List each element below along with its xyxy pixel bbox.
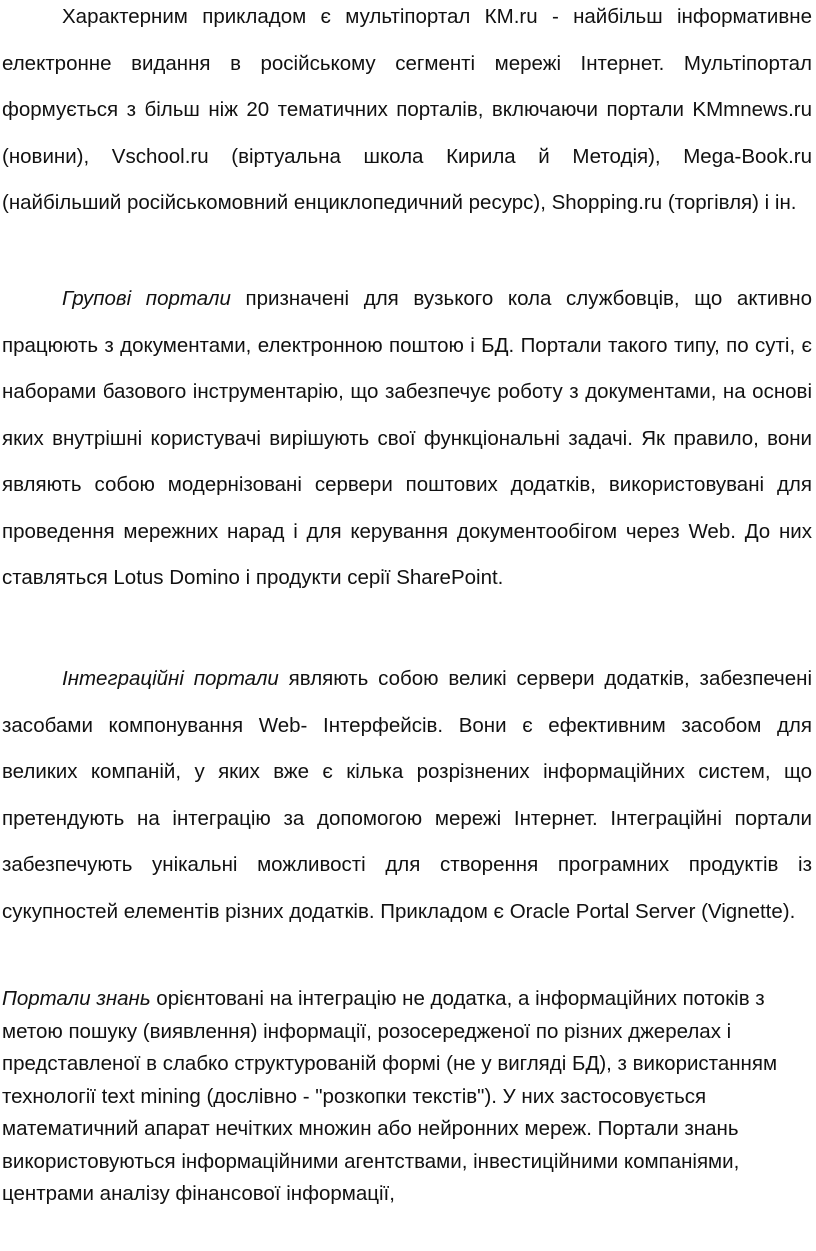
paragraph-text: Характерним прикладом є мультіпортал КМ.ru - найбільш інформативне електронне видання в російському сегменті мережі Інтернет. Мультіпортал формується з більш ніж 20 тематичних порталів, включаючи портали KMmnews.ru (новини), Vschool.ru (віртуальна школа Кирила й Методія), Mega-Book.ru (найбільший російськомовний енциклопедичний ресурс), Shopping.ru (торгівля) і ін. <box>2 5 812 214</box>
paragraph-text: являють собою великі сервери додатків, забезпечені засобами компонування Web- Інтерфейсів. Вони є ефективним засобом для великих компаній, у яких вже є кілька розрізнених інформаційних систем, що претендують на інтеграцію за допомогою мережі Інтернет. Інтеграційні портали забезпечують унікальні можливості для створення програмних продуктів із сукупностей елементів різних додатків. Прикладом є Oracle Portal Server (Vignette). <box>2 667 812 923</box>
paragraph-group-portals <box>2 276 812 602</box>
paragraph-term: Групові портали <box>62 287 231 310</box>
paragraph-km-ru-example <box>2 0 812 227</box>
paragraph-integration-portals <box>2 656 812 935</box>
paragraph-text: призначені для вузького кола службовців, що активно працюють з документами, електронною поштою і БД. Портали такого типу, по суті, є наборами базового інструментарію, що забезпечує роботу з документами, на основі яких внутрішні користувачі вирішують свої функціональні задачі. Як правило, вони являють собою модернізовані сервери поштових додатків, використовувані для проведення мережних нарад і для керування документообігом через Web. До них ставляться Lotus Domino і продукти серії SharePoint. <box>2 287 812 589</box>
paragraph-knowledge-portals <box>2 983 812 1211</box>
paragraph-term: Портали знань <box>2 987 151 1010</box>
paragraph-term: Інтеграційні портали <box>62 667 279 690</box>
paragraph-text: орієнтовані на інтеграцію не додатка, а інформаційних потоків з метою пошуку (виявлення) інформації, розосередженої по різних джерелах і представленої в слабко структурованій формі (не у вигляді БД), з використанням технології text mining (дослівно - "розкопки текстів"). У них застосовується математичний апарат нечітких множин або нейронних мереж. Портали знань використовуються інформаційними агентствами, інвестиційними компаніями, центрами аналізу фінансової інформації, <box>2 987 778 1205</box>
